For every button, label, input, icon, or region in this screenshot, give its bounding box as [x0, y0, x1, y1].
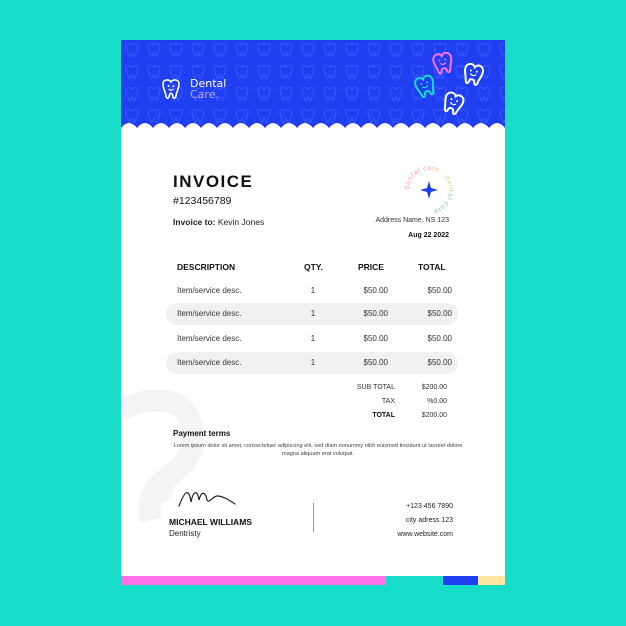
tax-value: %0.00 [427, 398, 447, 405]
bill-to-label: Invoice to: [173, 217, 216, 227]
contact-address: city adress 123 [405, 517, 453, 524]
row-description: Item/service desc. [177, 358, 242, 367]
row-price: $50.00 [363, 286, 388, 295]
signer-name: MICHAEL WILLIAMS [169, 517, 252, 527]
tooth-pink-icon [432, 52, 453, 74]
brand-logo [158, 76, 226, 102]
bill-to-name: Kevin Jones [217, 217, 265, 227]
scallop-edge [121, 118, 505, 136]
tooth-logo-icon [158, 76, 184, 102]
stripe-teal [386, 576, 443, 585]
invoice-number: #123456789 [173, 195, 232, 207]
contact-website: www.website.com [397, 531, 453, 538]
stripe-blue [443, 576, 478, 585]
row-qty: 1 [310, 358, 316, 367]
divider [313, 503, 314, 532]
bill-to [173, 217, 264, 227]
header-banner [121, 40, 505, 136]
circular-badge [401, 162, 457, 218]
invoice-title: INVOICE [173, 172, 254, 191]
row-total: $50.00 [427, 286, 452, 295]
invoice-document [121, 40, 505, 585]
row-total: $50.00 [427, 358, 452, 367]
sparkle-icon [420, 181, 438, 199]
row-description: Item/service desc. [177, 309, 242, 318]
col-total: TOTAL [418, 262, 446, 272]
signature-scribble [173, 482, 263, 514]
col-price: PRICE [358, 262, 384, 272]
row-qty: 1 [310, 286, 316, 295]
row-description: Item/service desc. [177, 286, 242, 295]
row-qty: 1 [310, 309, 316, 318]
col-qty: QTY. [304, 262, 323, 272]
tax-label: TAX [381, 398, 395, 405]
stripe-yellow [478, 576, 505, 585]
brand-line-2: Care. [190, 88, 219, 101]
subtotal-label: SUB TOTAL [356, 384, 395, 391]
stripe-pink [121, 576, 386, 585]
row-qty: 1 [310, 334, 316, 343]
tooth-teal-icon [414, 74, 437, 98]
payment-terms-title: Payment terms [173, 429, 231, 438]
color-stripe-footer [121, 576, 505, 585]
row-total: $50.00 [427, 334, 452, 343]
row-price: $50.00 [363, 334, 388, 343]
invoice-date: Aug 22 2022 [408, 232, 449, 239]
table-row [166, 352, 458, 374]
table-row [166, 280, 458, 302]
table-row [166, 303, 458, 325]
col-description: DESCRIPTION [177, 262, 236, 272]
row-price: $50.00 [363, 309, 388, 318]
row-total: $50.00 [427, 309, 452, 318]
subtotal-value: $200.00 [421, 384, 447, 391]
signer-role: Dentristy [169, 529, 201, 538]
tooth-white-icon [462, 63, 484, 86]
clinic-address: Address Name, NS 123 [375, 217, 449, 224]
row-description: Item/service desc. [177, 334, 242, 343]
badge-text: dental care · dental care · [402, 163, 456, 217]
table-row [166, 328, 458, 350]
row-price: $50.00 [363, 358, 388, 367]
contact-phone: +123 456 7890 [406, 503, 453, 510]
brand-line-1: Dental [190, 77, 227, 90]
payment-terms-text: Lorem ipsum dolor sit amet, consectetuer adipiscing elit, sed diam nonummy nibh euismod tincidunt ut laoreet dolore magna aliquam erat volutpat. [173, 443, 463, 457]
total-label: TOTAL [372, 412, 395, 419]
tooth-white-2-icon [441, 91, 465, 116]
total-value: $200.00 [421, 412, 447, 419]
